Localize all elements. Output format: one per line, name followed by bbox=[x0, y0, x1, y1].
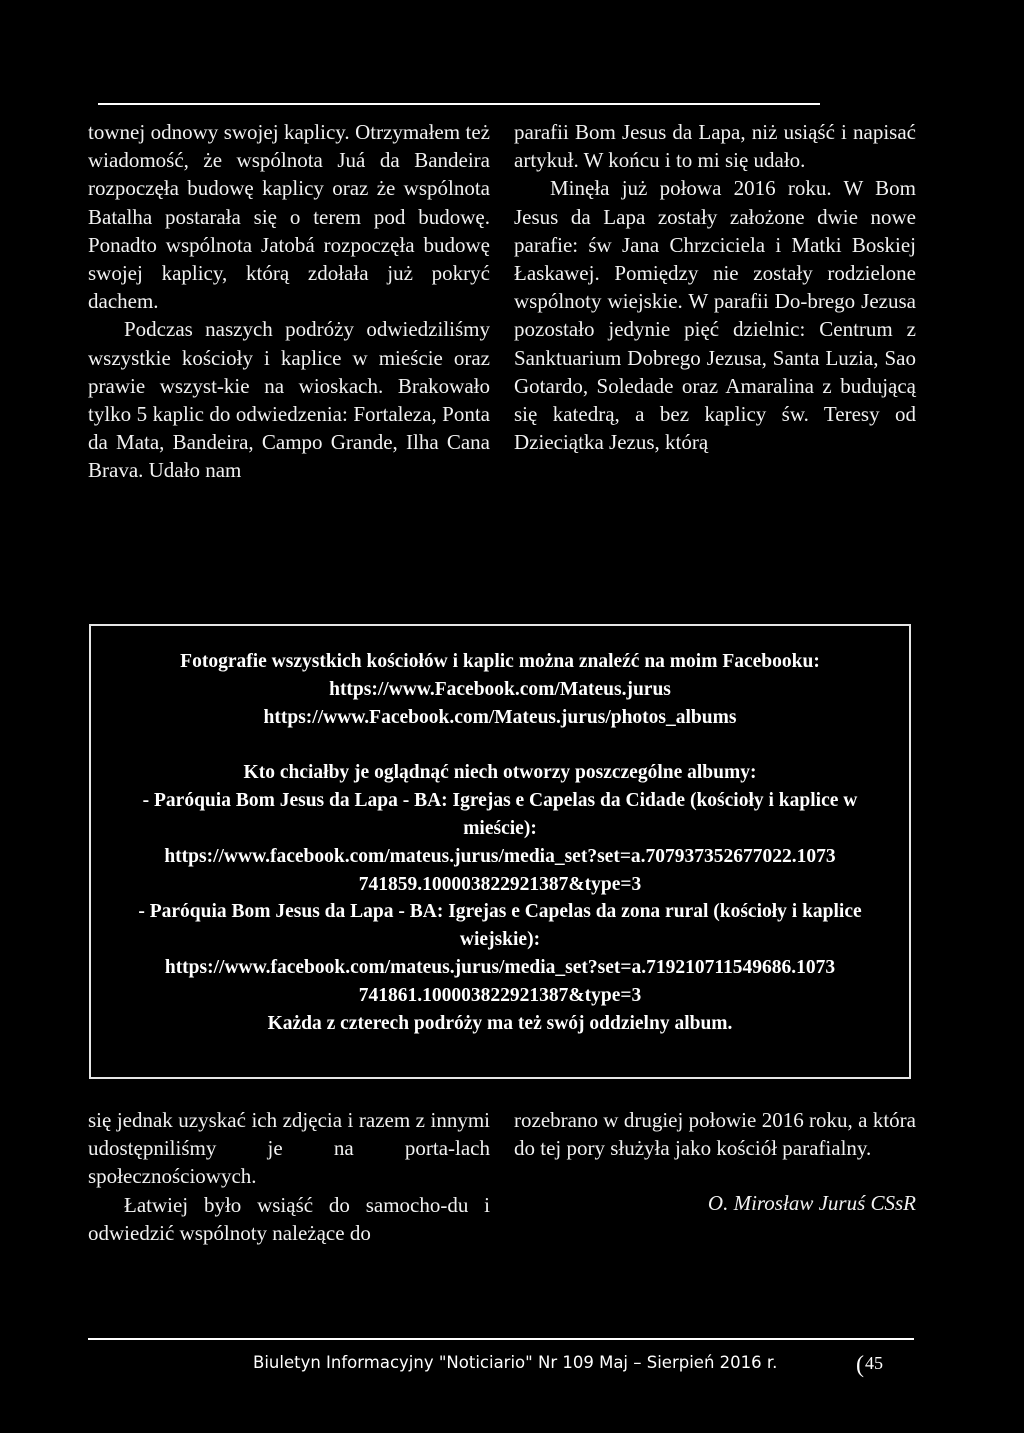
paragraph: Łatwiej było wsiąść do samocho-du i odwiedzić wspólnoty należące do bbox=[88, 1192, 490, 1245]
album-city-title: - Paróquia Bom Jesus da Lapa - BA: Igrejas e Capelas da Cidade (kościoły i kaplice w mieście): bbox=[142, 790, 858, 839]
page-number bbox=[856, 1352, 883, 1379]
facebook-link[interactable]: https://www.Facebook.com/Mateus.jurus bbox=[329, 678, 671, 700]
article-column-left-bottom bbox=[88, 1106, 490, 1247]
facebook-info-box bbox=[89, 624, 911, 1079]
footer-rule bbox=[88, 1338, 914, 1340]
info-line: Fotografie wszystkich kościołów i kaplic można znaleźć na moim Facebooku: bbox=[180, 651, 820, 672]
facebook-albums-link[interactable]: https://www.Facebook.com/Mateus.jurus/photos_albums bbox=[263, 706, 737, 728]
paragraph: się jednak uzyskać ich zdjęcia i razem z innymi udostępniliśmy je na porta-lach społecznościowych. bbox=[88, 1108, 490, 1189]
paragraph: Minęła już połowa 2016 roku. W Bom Jesus da Lapa zostały założone dwie nowe parafie: św Jana Chrzciciela i Matki Boskiej Łaskawej. Pomiędzy nie zostały rodzielone wspólnoty wiejskie. W parafii Do-brego Jezusa pozostało jedynie pięć dzielnic: Centrum z Sanktuarium Dobrego Jezusa, Santa Luzia, Sao Gotardo, Soledade oraz Amaralina z budującą się katedrą, a bez kaplicy św. Teresy od Dzieciątka Jezus, którą bbox=[514, 176, 916, 455]
page-number-bracket: ( bbox=[856, 1352, 864, 1378]
albums-closing: Każda z czterech podróży ma też swój oddzielny album. bbox=[267, 1012, 733, 1034]
author-signature: O. Mirosław Juruś CSsR bbox=[707, 1191, 916, 1216]
page-number-value: 45 bbox=[865, 1353, 883, 1373]
paragraph: parafii Bom Jesus da Lapa, niż usiąść i napisać artykuł. W końcu i to mi się udało. bbox=[514, 120, 916, 173]
album-rural-title: - Paróquia Bom Jesus da Lapa - BA: Igrejas e Capelas da zona rural (kościoły i kaplice wiejskie): bbox=[138, 901, 862, 951]
footer-publication: Biuletyn Informacyjny "Noticiario" Nr 109 Maj – Sierpień 2016 r. bbox=[253, 1353, 778, 1372]
spacer bbox=[113, 731, 887, 759]
article-column-right-bottom bbox=[514, 1106, 916, 1218]
article-column-right-top bbox=[514, 118, 916, 456]
top-rule bbox=[98, 103, 820, 105]
paragraph: Podczas naszych podróży odwiedziliśmy wszystkie kościoły i kaplice w mieście oraz prawie wszyst-kie na wioskach. Brakowało tylko 5 kaplic do odwiedzenia: Fortaleza, Ponta da Mata, Bandeira, Campo Grande, Ilha Cana Brava. Udało nam bbox=[88, 317, 490, 483]
album-city-link[interactable]: https://www.facebook.com/mateus.jurus/media_set?set=a.707937352677022.1073 741859.100003822921387&type=3 bbox=[164, 845, 836, 895]
albums-intro: Kto chciałby je oglądnąć niech otworzy poszczególne albumy: bbox=[243, 762, 757, 784]
article-column-left-top bbox=[88, 118, 490, 485]
paragraph: townej odnowy swojej kaplicy. Otrzymałem też wiadomość, że wspólnota Juá da Bandeira rozpoczęła budowę kaplicy oraz że wspólnota Batalha postarała się o terem pod budowę. Ponadto wspólnota Jatobá rozpoczęła budowę swojej kaplicy, którą zdołała już pokryć dachem. bbox=[88, 120, 490, 314]
paragraph: rozebrano w drugiej połowie 2016 roku, a która do tej pory służyła jako kościół parafialny. bbox=[514, 1108, 916, 1161]
album-rural-link[interactable]: https://www.facebook.com/mateus.jurus/media_set?set=a.719210711549686.1073 741861.100003822921387&type=3 bbox=[164, 956, 836, 1006]
